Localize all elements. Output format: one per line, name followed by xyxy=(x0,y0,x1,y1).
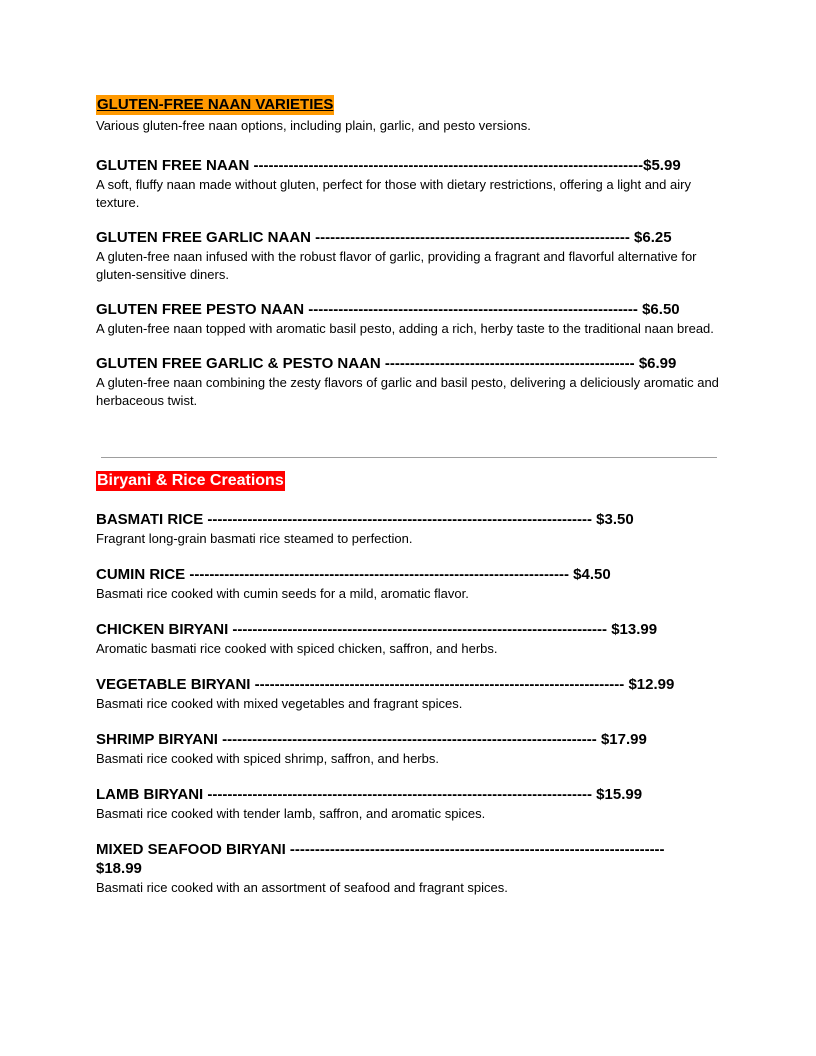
menu-item-title: MIXED SEAFOOD BIRYANI --------------------------------------------------------------------------- $18.99 xyxy=(96,841,669,877)
naan-section-description: Various gluten-free naan options, including plain, garlic, and pesto versions. xyxy=(96,118,531,133)
menu-item xyxy=(96,565,726,603)
menu-item-title: GLUTEN FREE PESTO NAAN ------------------------------------------------------------------ $6.50 xyxy=(96,301,680,318)
menu-item-title: SHRIMP BIRYANI --------------------------------------------------------------------------- $17.99 xyxy=(96,731,647,748)
rice-section-heading: Biryani & Rice Creations xyxy=(97,472,284,489)
menu-item-description: Basmati rice cooked with mixed vegetables and fragrant spices. xyxy=(96,696,463,711)
menu-item-description: Basmati rice cooked with tender lamb, saffron, and aromatic spices. xyxy=(96,806,486,821)
menu-item-title: GLUTEN FREE NAAN ------------------------------------------------------------------------------$5.99 xyxy=(96,157,681,174)
menu-item-title: GLUTEN FREE GARLIC NAAN --------------------------------------------------------------- $6.25 xyxy=(96,229,672,246)
menu-item xyxy=(96,300,726,338)
menu-item-description: Aromatic basmati rice cooked with spiced chicken, saffron, and herbs. xyxy=(96,641,498,656)
menu-item xyxy=(96,785,726,823)
menu-item-description: Basmati rice cooked with cumin seeds for a mild, aromatic flavor. xyxy=(96,586,469,601)
menu-item xyxy=(96,675,726,713)
menu-item-title: VEGETABLE BIRYANI -------------------------------------------------------------------------- $12.99 xyxy=(96,676,675,693)
naan-section-heading: GLUTEN-FREE NAAN VARIETIES xyxy=(97,96,334,113)
menu-item-title: CUMIN RICE ---------------------------------------------------------------------------- $4.50 xyxy=(96,566,611,583)
menu-item xyxy=(96,620,726,658)
menu-item xyxy=(96,510,726,548)
menu-item-description: A soft, fluffy naan made without gluten, perfect for those with dietary restrictions, offering a light and airy texture. xyxy=(96,177,691,210)
menu-item-description: Basmati rice cooked with spiced shrimp, saffron, and herbs. xyxy=(96,751,439,766)
menu-item-title: BASMATI RICE ----------------------------------------------------------------------------- $3.50 xyxy=(96,511,634,528)
menu-item xyxy=(96,228,726,284)
menu-item-description: A gluten-free naan combining the zesty flavors of garlic and basil pesto, delivering a deliciously aromatic and herbaceous twist. xyxy=(96,375,719,408)
menu-item-title: LAMB BIRYANI ----------------------------------------------------------------------------- $15.99 xyxy=(96,786,643,803)
menu-item-title: GLUTEN FREE GARLIC & PESTO NAAN -------------------------------------------------- $6.99 xyxy=(96,355,677,372)
menu-item xyxy=(96,730,726,768)
section-divider xyxy=(101,457,717,458)
menu-item-title: CHICKEN BIRYANI --------------------------------------------------------------------------- $13.99 xyxy=(96,621,658,638)
menu-item-description: Basmati rice cooked with an assortment of seafood and fragrant spices. xyxy=(96,880,508,895)
menu-item-description: A gluten-free naan infused with the robust flavor of garlic, providing a fragrant and flavorful alternative for gluten-sensitive diners. xyxy=(96,249,697,282)
menu-item xyxy=(96,156,726,212)
menu-page xyxy=(96,95,726,897)
menu-item xyxy=(96,354,726,410)
menu-item xyxy=(96,840,726,897)
menu-item-description: A gluten-free naan topped with aromatic basil pesto, adding a rich, herby taste to the traditional naan bread. xyxy=(96,321,714,336)
menu-item-description: Fragrant long-grain basmati rice steamed to perfection. xyxy=(96,531,413,546)
